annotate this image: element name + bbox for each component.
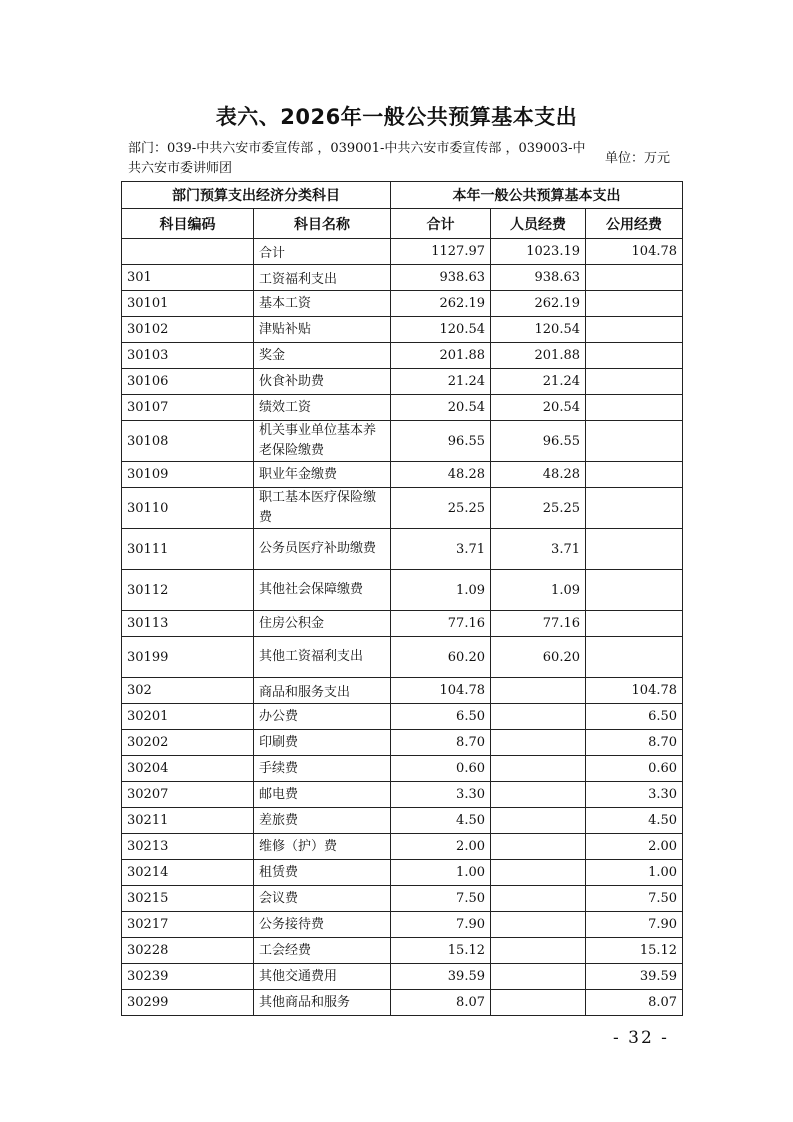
table-row [122,782,683,808]
cell-name: 职业年金缴费 [254,462,391,488]
table-row [122,730,683,756]
cell-code: 30202 [122,730,254,756]
cell-personnel: 21.24 [491,369,586,395]
cell-total: 96.55 [391,421,491,462]
cell-code: 30207 [122,782,254,808]
cell-name: 基本工资 [254,291,391,317]
cell-name: 差旅费 [254,808,391,834]
table-body [122,239,683,1016]
cell-public [586,421,683,462]
cell-name: 手续费 [254,756,391,782]
cell-code: 30213 [122,834,254,860]
cell-total: 938.63 [391,265,491,291]
cell-code: 30215 [122,886,254,912]
cell-name: 其他商品和服务 [254,990,391,1016]
page-title: 表六、2026年一般公共预算基本支出 [215,105,578,129]
cell-personnel: 262.19 [491,291,586,317]
table-row [122,369,683,395]
cell-name: 工会经费 [254,938,391,964]
cell-code: 30106 [122,369,254,395]
budget-table [121,181,683,1016]
cell-public: 4.50 [586,808,683,834]
cell-total: 8.70 [391,730,491,756]
cell-public [586,317,683,343]
header-total: 合计 [391,209,491,239]
table-row [122,938,683,964]
cell-personnel [491,990,586,1016]
cell-public: 3.30 [586,782,683,808]
cell-personnel [491,730,586,756]
cell-personnel [491,808,586,834]
table-row [122,343,683,369]
cell-personnel [491,860,586,886]
cell-code: 30113 [122,611,254,637]
cell-public: 8.70 [586,730,683,756]
cell-personnel: 1.09 [491,570,586,611]
table-row [122,637,683,678]
cell-total: 60.20 [391,637,491,678]
cell-name: 津贴补贴 [254,317,391,343]
cell-personnel [491,782,586,808]
table-row [122,529,683,570]
cell-name: 绩效工资 [254,395,391,421]
header-group-basic-expenditure: 本年一般公共预算基本支出 [391,182,683,209]
cell-public: 0.60 [586,756,683,782]
cell-public [586,637,683,678]
cell-public: 6.50 [586,704,683,730]
cell-code: 30102 [122,317,254,343]
cell-total: 1.00 [391,860,491,886]
cell-public [586,570,683,611]
cell-code: 30112 [122,570,254,611]
cell-total: 1127.97 [391,239,491,265]
cell-name: 伙食补助费 [254,369,391,395]
cell-total: 7.50 [391,886,491,912]
cell-name: 租赁费 [254,860,391,886]
table-row [122,611,683,637]
cell-code: 30214 [122,860,254,886]
cell-code: 30201 [122,704,254,730]
cell-name: 会议费 [254,886,391,912]
cell-name: 维修（护）费 [254,834,391,860]
department-line: 部门：039-中共六安市委宣传部 ，039001-中共六安市委宣传部 ，039003-中共六安市委讲师团 [128,141,586,176]
cell-public: 39.59 [586,964,683,990]
cell-code: 30103 [122,343,254,369]
cell-personnel [491,886,586,912]
cell-public: 2.00 [586,834,683,860]
cell-personnel [491,912,586,938]
cell-public [586,343,683,369]
cell-personnel [491,938,586,964]
cell-personnel [491,704,586,730]
header-name: 科目名称 [254,209,391,239]
cell-personnel [491,756,586,782]
cell-personnel: 938.63 [491,265,586,291]
cell-personnel: 20.54 [491,395,586,421]
cell-public [586,611,683,637]
cell-public: 7.50 [586,886,683,912]
cell-code: 30228 [122,938,254,964]
cell-total: 1.09 [391,570,491,611]
table-row [122,265,683,291]
cell-total: 2.00 [391,834,491,860]
cell-total: 262.19 [391,291,491,317]
cell-code: 30108 [122,421,254,462]
table-row [122,291,683,317]
cell-code: 30107 [122,395,254,421]
cell-public [586,369,683,395]
cell-name: 邮电费 [254,782,391,808]
header-public: 公用经费 [586,209,683,239]
cell-code: 30109 [122,462,254,488]
cell-public: 1.00 [586,860,683,886]
table-row [122,860,683,886]
cell-code: 30211 [122,808,254,834]
cell-code: 30199 [122,637,254,678]
cell-name: 工资福利支出 [254,265,391,291]
cell-code: 30204 [122,756,254,782]
cell-code: 30217 [122,912,254,938]
table-row [122,886,683,912]
cell-name: 职工基本医疗保险缴费 [254,488,391,529]
cell-name: 商品和服务支出 [254,678,391,704]
table-row [122,317,683,343]
table-row [122,421,683,462]
cell-name: 公务接待费 [254,912,391,938]
header-group-classification: 部门预算支出经济分类科目 [122,182,391,209]
cell-public: 104.78 [586,678,683,704]
cell-personnel: 201.88 [491,343,586,369]
cell-code: 302 [122,678,254,704]
cell-public [586,291,683,317]
cell-total: 120.54 [391,317,491,343]
cell-personnel: 25.25 [491,488,586,529]
cell-personnel: 120.54 [491,317,586,343]
cell-code: 301 [122,265,254,291]
cell-name: 印刷费 [254,730,391,756]
cell-total: 8.07 [391,990,491,1016]
table-row [122,704,683,730]
cell-public: 8.07 [586,990,683,1016]
cell-total: 0.60 [391,756,491,782]
cell-name: 公务员医疗补助缴费 [254,529,391,570]
cell-total: 7.90 [391,912,491,938]
cell-name: 其他社会保障缴费 [254,570,391,611]
table-row [122,834,683,860]
cell-total: 25.25 [391,488,491,529]
cell-total: 104.78 [391,678,491,704]
cell-personnel: 48.28 [491,462,586,488]
cell-total: 21.24 [391,369,491,395]
cell-public [586,529,683,570]
cell-total: 4.50 [391,808,491,834]
cell-name: 机关事业单位基本养老保险缴费 [254,421,391,462]
table-row [122,912,683,938]
table-row [122,395,683,421]
cell-name: 合计 [254,239,391,265]
header-personnel: 人员经费 [491,209,586,239]
cell-name: 其他工资福利支出 [254,637,391,678]
table-row [122,462,683,488]
cell-personnel [491,834,586,860]
cell-personnel: 96.55 [491,421,586,462]
cell-public [586,488,683,529]
cell-total: 3.30 [391,782,491,808]
table-row [122,756,683,782]
cell-code: 30110 [122,488,254,529]
cell-total: 15.12 [391,938,491,964]
table-row [122,678,683,704]
cell-total: 20.54 [391,395,491,421]
cell-code: 30101 [122,291,254,317]
unit-label: 单位：万元 [605,151,671,166]
cell-code: 30239 [122,964,254,990]
cell-personnel: 1023.19 [491,239,586,265]
cell-name: 办公费 [254,704,391,730]
cell-total: 39.59 [391,964,491,990]
table-row [122,570,683,611]
cell-total: 201.88 [391,343,491,369]
cell-total: 3.71 [391,529,491,570]
cell-public [586,462,683,488]
table-row [122,964,683,990]
cell-total: 77.16 [391,611,491,637]
table-row [122,990,683,1016]
header-code: 科目编码 [122,209,254,239]
cell-personnel [491,678,586,704]
cell-name: 其他交通费用 [254,964,391,990]
cell-public [586,265,683,291]
cell-public: 104.78 [586,239,683,265]
cell-personnel: 60.20 [491,637,586,678]
cell-total: 6.50 [391,704,491,730]
cell-personnel: 77.16 [491,611,586,637]
table-row [122,239,683,265]
page-number: - 32 - [613,1028,669,1048]
cell-personnel: 3.71 [491,529,586,570]
table-row [122,488,683,529]
cell-public: 7.90 [586,912,683,938]
table-row [122,808,683,834]
cell-public [586,395,683,421]
cell-code: 30111 [122,529,254,570]
cell-total: 48.28 [391,462,491,488]
cell-public: 15.12 [586,938,683,964]
cell-code [122,239,254,265]
cell-code: 30299 [122,990,254,1016]
cell-name: 住房公积金 [254,611,391,637]
cell-name: 奖金 [254,343,391,369]
cell-personnel [491,964,586,990]
